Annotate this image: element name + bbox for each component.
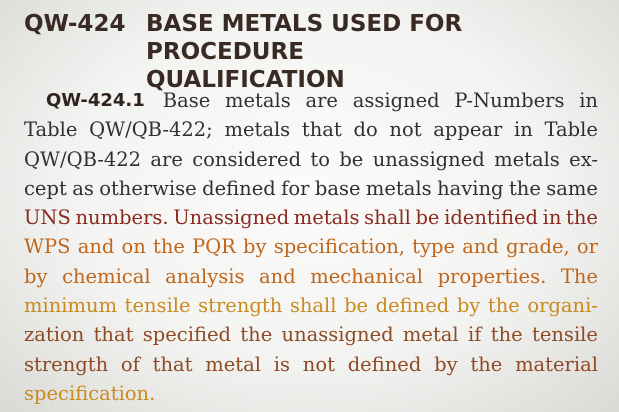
paragraph-line: [24, 379, 598, 408]
word: minimum: [24, 294, 118, 318]
word: is: [273, 352, 291, 376]
paragraph-line: [24, 115, 598, 144]
word: PQR: [192, 235, 236, 259]
paragraph-line: [24, 262, 598, 291]
word: by: [24, 264, 48, 288]
word: are: [305, 89, 338, 112]
word: ex-: [569, 147, 598, 171]
word: metals: [293, 206, 360, 230]
word: metal: [205, 352, 262, 376]
word: unassigned: [281, 323, 394, 347]
word: zation: [24, 323, 85, 347]
word: not: [302, 352, 335, 376]
word: grade,: [506, 235, 570, 259]
word: cept: [24, 176, 67, 200]
word: are: [150, 147, 183, 171]
word: the: [470, 352, 503, 376]
paragraph-line: [24, 174, 598, 203]
word: otherwise: [99, 176, 197, 200]
word: metals: [225, 89, 291, 112]
word: specified: [142, 323, 231, 347]
word: and: [77, 235, 115, 259]
paragraph-line: [24, 86, 598, 115]
paragraph-line: [24, 291, 598, 320]
word: to: [310, 147, 330, 171]
section-title-line-1: BASE METALS USED FOR PROCEDURE: [146, 11, 463, 65]
word: of: [120, 352, 140, 376]
word: appear: [433, 118, 503, 142]
word: QW/QB-422: [24, 147, 142, 171]
word: organi-: [527, 294, 598, 318]
word: on: [121, 235, 146, 259]
word: Table: [544, 118, 598, 142]
paragraph-number: QW-424.1: [46, 90, 145, 111]
word: in: [542, 206, 562, 230]
word: material: [515, 352, 598, 376]
word: shall: [364, 206, 411, 230]
word: the: [490, 323, 523, 347]
paragraph-line-text: [163, 86, 598, 115]
word: UNS: [24, 206, 71, 230]
word: considered: [192, 147, 302, 171]
word: Unassigned: [173, 206, 290, 230]
word: The: [560, 264, 598, 288]
word: the: [240, 323, 273, 347]
word: metals: [494, 147, 560, 171]
word: properties.: [437, 264, 547, 288]
word: chemical: [62, 264, 151, 288]
word: in: [579, 89, 598, 112]
word: and: [462, 235, 499, 259]
word: if: [467, 323, 482, 347]
word: having: [437, 176, 504, 200]
word: the: [487, 294, 520, 318]
word: specification,: [273, 235, 405, 259]
word: same: [546, 176, 598, 200]
word: shall: [289, 294, 337, 318]
word: defined: [202, 176, 276, 200]
section-number: QW-424: [24, 11, 126, 37]
word: P-Numbers: [454, 89, 565, 112]
word: tensile: [532, 323, 598, 347]
word: be: [339, 147, 364, 171]
paragraph: [24, 86, 598, 408]
word: specification.: [24, 381, 156, 405]
word: and: [259, 264, 296, 288]
word: mechanical: [310, 264, 423, 288]
word: that: [152, 352, 193, 376]
word: numbers.: [75, 206, 169, 230]
word: strength: [198, 294, 283, 318]
word: WPS: [24, 235, 71, 259]
word: by: [434, 352, 458, 376]
word: by: [456, 294, 481, 318]
word: the: [508, 176, 541, 200]
paragraph-line: [24, 350, 598, 379]
word: Table: [24, 118, 78, 142]
word: base: [314, 176, 361, 200]
word: defined: [375, 294, 450, 318]
word: identified: [444, 206, 538, 230]
paragraph-line: [24, 320, 598, 349]
word: as: [72, 176, 94, 200]
word: strength: [24, 352, 109, 376]
paragraph-line: [24, 232, 598, 261]
word: not: [389, 118, 422, 142]
word: metal: [402, 323, 459, 347]
word: unassigned: [372, 147, 485, 171]
word: Base: [162, 89, 211, 112]
word: be: [415, 206, 440, 230]
section-title-line-2: QUALIFICATION: [146, 67, 345, 93]
word: defined: [347, 352, 422, 376]
word: do: [353, 118, 378, 142]
word: by: [243, 235, 267, 259]
word: type: [412, 235, 456, 259]
word: that: [93, 323, 134, 347]
word: in: [514, 118, 533, 142]
word: assigned: [352, 89, 440, 112]
word: the: [566, 206, 598, 230]
section-title: [146, 10, 606, 94]
word: QW/QB-422;: [89, 118, 213, 142]
word: metals: [224, 118, 291, 142]
word: tensile: [124, 294, 191, 318]
word: analysis: [165, 264, 245, 288]
word: that: [301, 118, 342, 142]
word: be: [344, 294, 369, 318]
word: the: [152, 235, 185, 259]
paragraph-line: [24, 145, 598, 174]
word: or: [576, 235, 598, 259]
word: metals: [365, 176, 432, 200]
word: for: [281, 176, 310, 200]
paragraph-line: [24, 203, 598, 232]
